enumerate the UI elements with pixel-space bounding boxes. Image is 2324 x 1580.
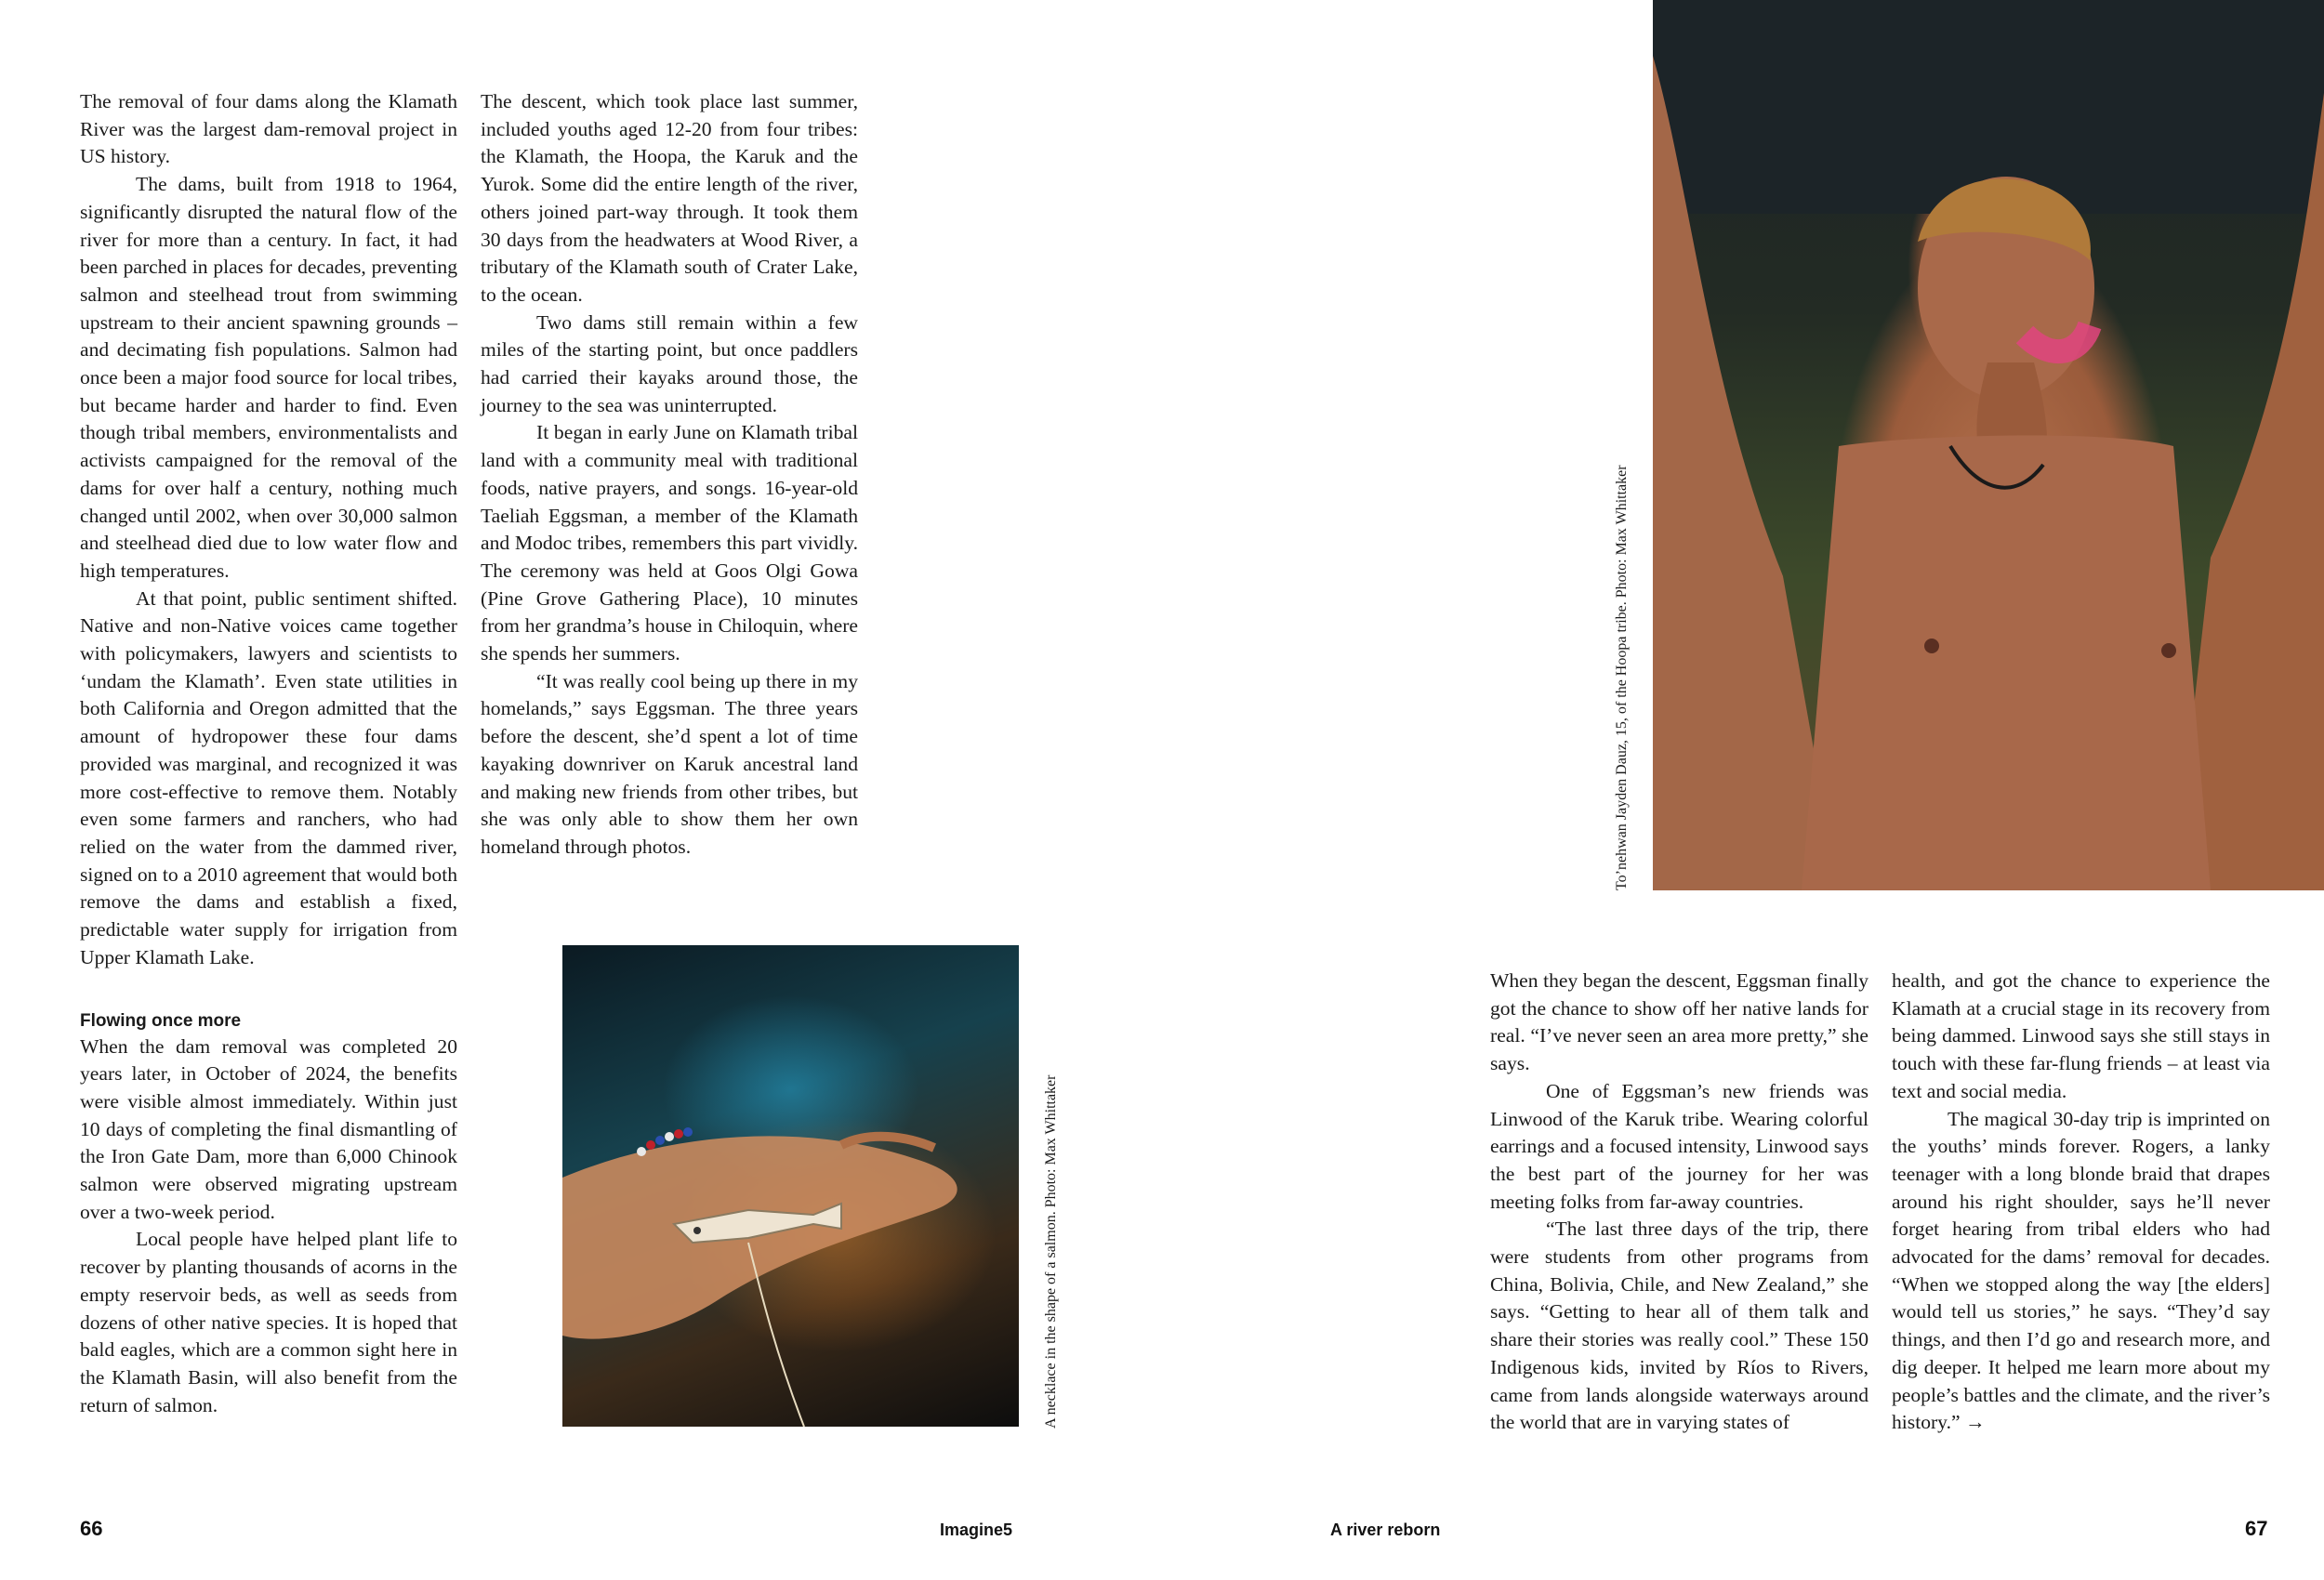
column-3 xyxy=(1490,968,1868,1437)
magazine-name: Imagine5 xyxy=(940,1521,1013,1539)
paragraph: At that point, public sentiment shifted. Native and non-Native voices came together with policymakers, lawyers and scientists to ‘undam the Klamath’. Even state utilities in both California and Oregon admitted that the amount of hydropower these four dams provided was marginal, and recognized it was more cost-effective to remove them. Notably even some farmers and ranchers, who had relied on the water from the dammed river, signed on to a 2010 agreement that would both remove the dams and establish a fixed, predictable water supply for irrigation from Upper Klamath Lake. xyxy=(80,586,457,968)
column-2 xyxy=(481,88,858,862)
paragraph: The removal of four dams along the Klamath River was the largest dam-removal project in US history. xyxy=(80,90,457,168)
article-title: A river reborn xyxy=(1330,1521,1441,1539)
page-number-right: 67 xyxy=(2245,1517,2268,1540)
paragraph: The magical 30-day trip is imprinted on the youths’ minds forever. Rogers, a lanky teenager with a long blonde braid that drapes around his right shoulder, says he’ll never forget hearing from tribal elders who had advocated for the dams’ removal for decades. “When we stopped along the way [the elders] would tell us stories,” he says. “They’d say things, and then I’d go and research more, and dig deeper. It helped me learn more about my people’s battles and the climate, and the river’s history.” → xyxy=(1892,1107,2270,1434)
paragraph: One of Eggsman’s new friends was Linwood of the Karuk tribe. Wearing colorful earrings and a focused intensity, Linwood says the best part of the journey for her was meeting folks from far-away countries. xyxy=(1490,1079,1868,1213)
paragraph: When the dam removal was completed 20 years later, in October of 2024, the benefits were visible almost immediately. Within just 10 days of completing the final dismantling of the Iron Gate Dam, more than 6,000 Chinook salmon were observed migrating upstream over a two-week period. xyxy=(80,1034,457,1223)
column-1 xyxy=(80,88,457,1419)
paragraph: When they began the descent, Eggsman finally got the chance to show off her native lands for real. “I’ve never seen an area more pretty,” she says. xyxy=(1490,969,1868,1075)
paragraph: The descent, which took place last summer, included youths aged 12-20 from four tribes: the Klamath, the Hoopa, the Karuk and the Yurok. Some did the entire length of the river, others joined part-way through. It took them 30 days from the headwaters at Wood River, a tributary of the Klamath south of Crater Lake, to the ocean. xyxy=(481,90,858,306)
hand-with-necklace-illustration xyxy=(562,945,1019,1427)
paragraph: “It was really cool being up there in my homelands,” says Eggsman. The three years before the descent, she’d spent a lot of time kayaking downriver on Karuk ancestral land and making new friends from other tribes, but she was only able to show them her own homeland through photos. xyxy=(481,669,858,858)
portrait-illustration xyxy=(1653,0,2324,890)
paragraph: “The last three days of the trip, there were students from other programs from China, Bolivia, Chile, and New Zealand,” she says. “Getting to hear all of them talk and share their stories was really cool.” These 150 Indigenous kids, invited by Ríos to Rivers, came from lands alongside waterways around the world that are in varying states of xyxy=(1490,1218,1868,1434)
column-4 xyxy=(1892,968,2270,1437)
portrait-photo xyxy=(1653,0,2324,890)
paragraph: The dams, built from 1918 to 1964, significantly disrupted the natural flow of the river for more than a century. In fact, it had been parched in places for decades, preventing salmon and steelhead trout from swimming upstream to their ancient spawning grounds – and decimating fish populations. Salmon had once been a major food source for local tribes, but became harder and harder to find. Even though tribal members, environmentalists and activists campaigned for the removal of the dams for over half a century, nothing much changed until 2002, when over 30,000 salmon and steelhead died due to low water flow and high temperatures. xyxy=(80,173,457,582)
paragraph: It began in early June on Klamath tribal land with a community meal with traditional foods, native prayers, and songs. 16-year-old Taeliah Eggsman, a member of the Klamath and Modoc tribes, remembers this part vividly. The ceremony was held at Goos Olgi Gowa (Pine Grove Gathering Place), 10 minutes from her grandma’s house in Chiloquin, where she spends her summers. xyxy=(481,421,858,665)
paragraph: health, and got the chance to experience the Klamath at a crucial stage in its recovery from being dammed. Linwood says she still stays in touch with these far-flung friends – at least via text and social media. xyxy=(1892,969,2270,1102)
paragraph: Two dams still remain within a few miles of the starting point, but once paddlers had carried their kayaks around those, the journey to the sea was uninterrupted. xyxy=(481,310,858,416)
salmon-necklace-photo xyxy=(562,945,1019,1427)
photo-caption: A necklace in the shape of a salmon. Photo: Max Whittaker xyxy=(1043,1074,1059,1429)
section-heading: Flowing once more xyxy=(80,1010,242,1031)
paragraph: Local people have helped plant life to recover by planting thousands of acorns in the empty reservoir beds, as well as seeds from dozens of other native species. It is hoped that bald eagles, which are a common sight here in the Klamath Basin, will also benefit from the return of salmon. xyxy=(80,1228,457,1416)
photo-caption: To’nehwan Jayden Dauz, 15, of the Hoopa tribe. Photo: Max Whittaker xyxy=(1614,465,1630,890)
page-number-left: 66 xyxy=(80,1517,103,1540)
